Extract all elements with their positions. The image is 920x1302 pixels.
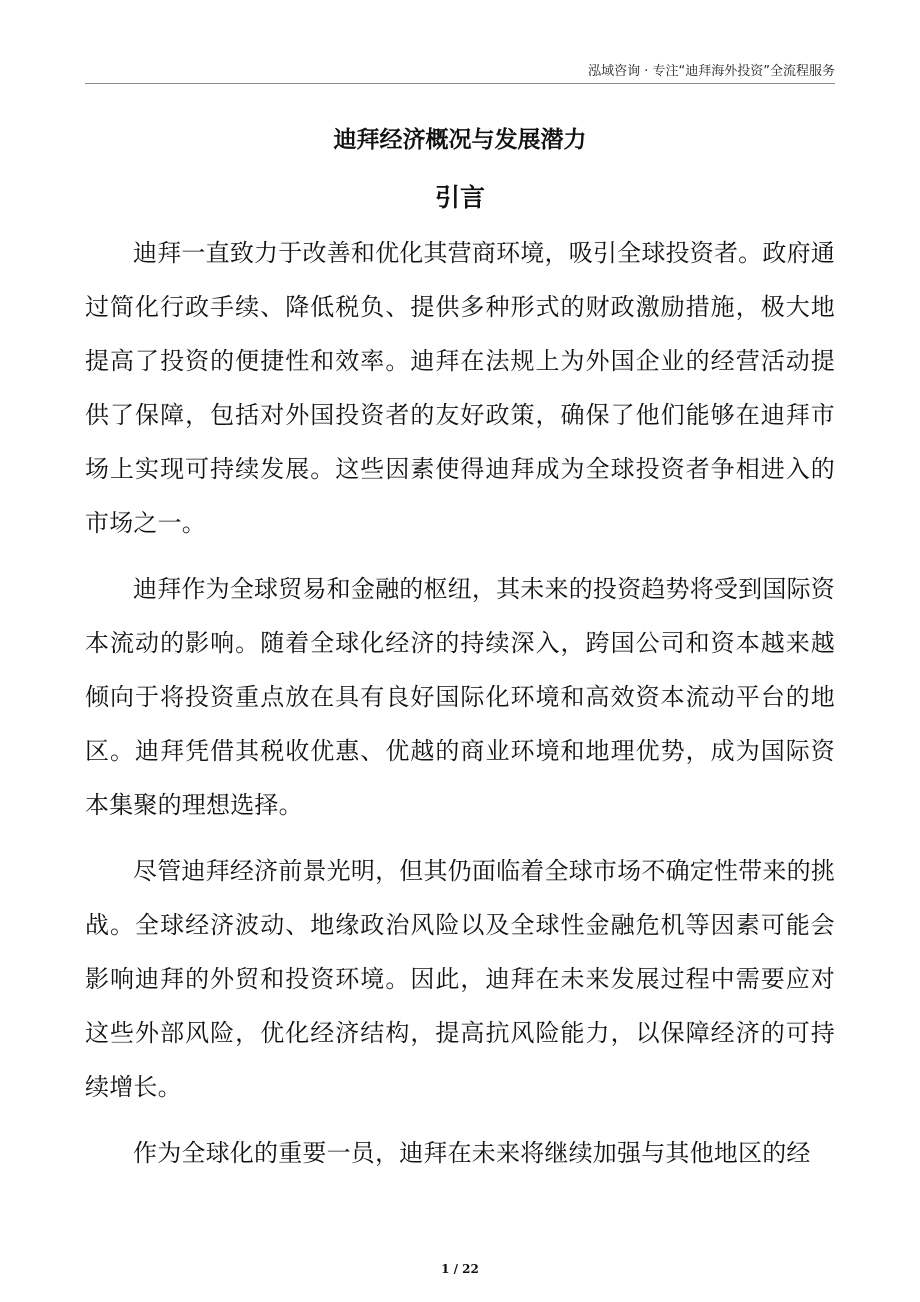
header-text: 泓域咨询 · 专注“迪拜海外投资”全流程服务 [588,64,835,79]
section-heading: 引言 [434,183,485,212]
page-number: 1 / 22 [441,1262,479,1276]
document-body [85,226,835,1192]
paragraph: 迪拜一直致力于改善和优化其营商环境，吸引全球投资者。政府通过简化行政手续、降低税负、提供多种形式的财政激励措施，极大地提高了投资的便捷性和效率。迪拜在法规上为外国企业的经营活动提供了保障，包括对外国投资者的友好政策，确保了他们能够在迪拜市场上实现可持续发展。这些因素使得迪拜成为全球投资者争相进入的市场之一。 [85,239,835,537]
document-title: 迪拜经济概况与发展潜力 [333,127,587,153]
paragraph: 作为全球化的重要一员，迪拜在未来将继续加强与其他地区的经 [133,1139,811,1167]
header-divider [85,83,835,84]
paragraph: 尽管迪拜经济前景光明，但其仍面临着全球市场不确定性带来的挑战。全球经济波动、地缘政治风险以及全球性金融危机等因素可能会影响迪拜的外贸和投资环境。因此，迪拜在未来发展过程中需要应对这些外部风险，优化经济结构，提高抗风险能力，以保障经济的可持续增长。 [85,857,835,1101]
paragraph: 迪拜作为全球贸易和金融的枢纽，其未来的投资趋势将受到国际资本流动的影响。随着全球化经济的持续深入，跨国公司和资本越来越倾向于将投资重点放在具有良好国际化环境和高效资本流动平台的地区。迪拜凭借其税收优惠、优越的商业环境和地理优势，成为国际资本集聚的理想选择。 [85,575,835,819]
